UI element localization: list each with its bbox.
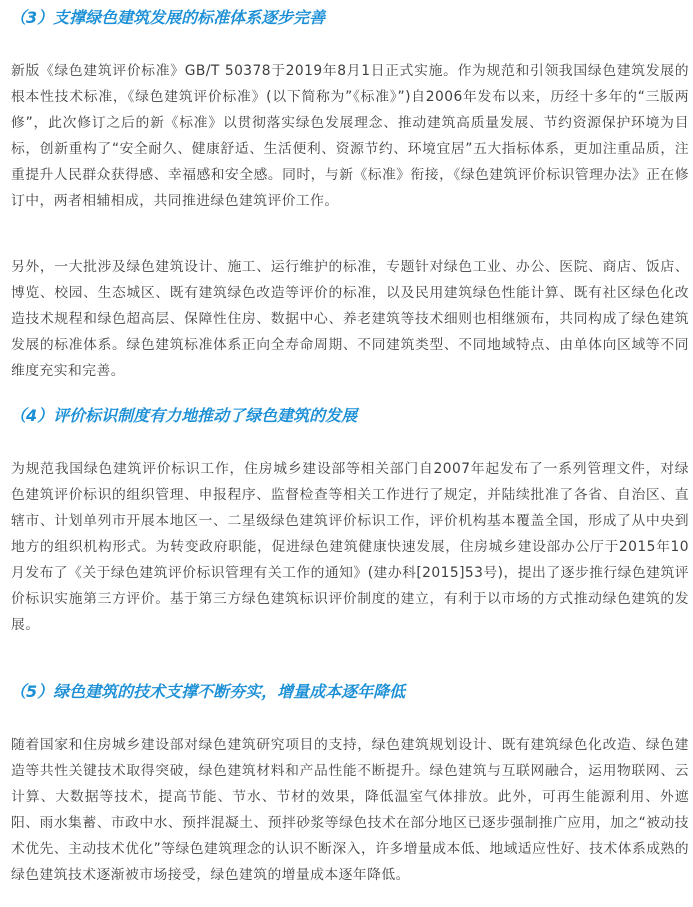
- section-heading-4: （4）评价标识制度有力地推动了绿色建筑的发展: [10, 406, 358, 425]
- paragraph-technical-support: 随着国家和住房城乡建设部对绿色建筑研究项目的支持，绿色建筑规划设计、既有建筑绿色化改造、绿色建造等共性关键技术取得突破，绿色建筑材料和产品性能不断提升。绿色建筑与互联网融合，运用物联网、云计算、大数据等技术，提高节能、节水、节材的效果，降低温室气体排放。此外，可再生能源利用、外遮阳、雨水集蓄、市政中水、预拌混凝土、预拌砂浆等绿色技术在部分地区已逐步强制推广应用，加之“被动技术优先、主动技术优化”等绿色建筑理念的认识不断深入，许多增量成本低、地域适应性好、技术体系成熟的绿色建筑技术逐渐被市场接受，绿色建筑的增量成本逐年降低。: [11, 737, 689, 883]
- section-heading-3: （3）支撑绿色建筑发展的标准体系逐步完善: [10, 8, 326, 27]
- paragraph-standard-system: 另外，一大批涉及绿色建筑设计、施工、运行维护的标准，专题针对绿色工业、办公、医院、商店、饭店、博览、校园、生态城区、既有建筑绿色改造等评价的标准，以及民用建筑绿色性能计算、既有社区绿色化改造技术规程和绿色超高层、保障性住房、数据中心、养老建筑等技术细则也相继颁布，共同构成了绿色建筑发展的标准体系。绿色建筑标准体系正向全寿命周期、不同建筑类型、不同地域特点、由单体向区域等不同维度充实和完善。: [11, 259, 689, 379]
- section-heading-5: （5）绿色建筑的技术支撑不断夯实，增量成本逐年降低: [10, 682, 406, 701]
- paragraph-evaluation-label: 为规范我国绿色建筑评价标识工作，住房城乡建设部等相关部门自2007年起发布了一系列管理文件，对绿色建筑评价标识的组织管理、申报程序、监督检查等相关工作进行了规定，并陆续批准了各省、自治区、直辖市、计划单列市开展本地区一、二星级绿色建筑评价标识工作，评价机构基本覆盖全国，形成了从中央到地方的组织机构形式。为转变政府职能，促进绿色建筑健康快速发展，住房城乡建设部办公厅于2015年10月发布了《关于绿色建筑评价标识管理有关工作的通知》(建办科[2015]53号)，提出了逐步推行绿色建筑评价标识实施第三方评价。基于第三方绿色建筑标识评价制度的建立，有利于以市场的方式推动绿色建筑的发展。: [11, 461, 689, 633]
- paragraph-new-standard: 新版《绿色建筑评价标准》GB/T 50378于2019年8月1日正式实施。作为规范和引领我国绿色建筑发展的根本性技术标准，《绿色建筑评价标准》(以下简称为”《标准》”)自2006年发布以来，历经十多年的“三版两修”，此次修订之后的新《标准》以贯彻落实绿色发展理念、推动建筑高质量发展、节约资源保护环境为目标，创新重构了“安全耐久、健康舒适、生活便利、资源节约、环境宜居”五大指标体系，更加注重品质，注重提升人民群众获得感、幸福感和安全感。同时，与新《标准》衔接，《绿色建筑评价标识管理办法》正在修订中，两者相辅相成，共同推进绿色建筑评价工作。: [11, 63, 689, 209]
